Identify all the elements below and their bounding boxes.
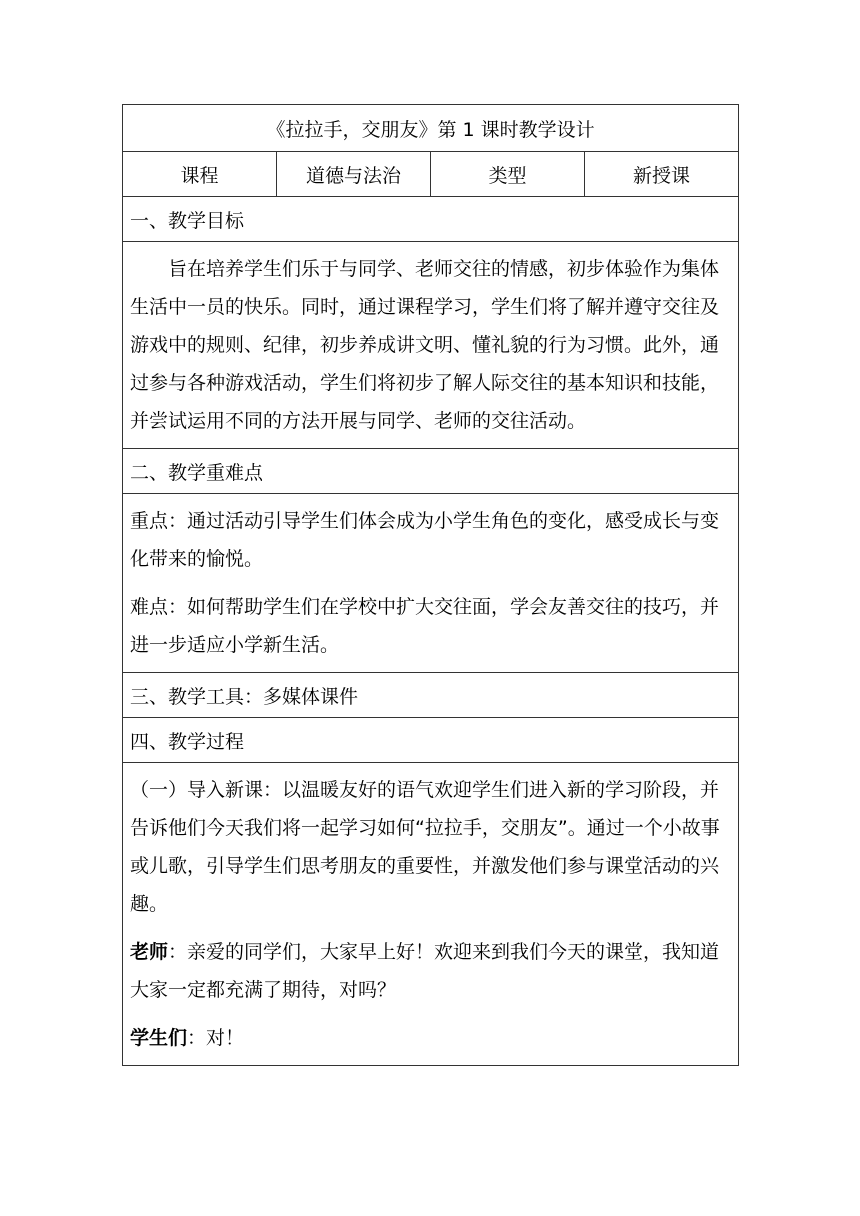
goals-body-row: [123, 242, 739, 449]
course-value: 道德与法治: [277, 152, 431, 197]
teacher-label: 老师: [130, 941, 169, 963]
goals-text: 旨在培养学生们乐于与同学、老师交往的情感，初步体验作为集体生活中一员的快乐。同时，通过课程学习，学生们将了解并遵守交往及游戏中的规则、纪律，初步养成讲文明、懂礼貌的行为习惯。此外，通过参与各种游戏活动，学生们将初步了解人际交往的基本知识和技能，并尝试运用不同的方法开展与同学、老师的交往活动。: [130, 258, 720, 432]
key-point-text: 重点：通过活动引导学生们体会成为小学生角色的变化，感受成长与变化带来的愉悦。: [130, 510, 720, 570]
teacher-text: ：亲爱的同学们，大家早上好！欢迎来到我们今天的课堂，我知道大家一定都充满了期待，对吗？: [130, 941, 720, 1001]
students-line: [130, 1019, 731, 1057]
key-points-body-row: [123, 494, 739, 673]
process-heading: 四、教学过程: [123, 718, 739, 763]
process-heading-row: [123, 718, 739, 763]
key-points-heading: 二、教学重难点: [123, 449, 739, 494]
title-row: [123, 105, 739, 152]
goals-heading-row: [123, 197, 739, 242]
course-label: 课程: [123, 152, 277, 197]
document-title: 《拉拉手，交朋友》第 1 课时教学设计: [123, 105, 739, 152]
type-value: 新授课: [585, 152, 739, 197]
intro-text: （一）导入新课：以温暖友好的语气欢迎学生们进入新的学习阶段，并告诉他们今天我们将一起学习如何“拉拉手，交朋友”。通过一个小故事或儿歌，引导学生们思考朋友的重要性，并激发他们参与课堂活动的兴趣。: [130, 779, 720, 915]
type-label: 类型: [431, 152, 585, 197]
students-label: 学生们: [130, 1027, 188, 1049]
key-points-heading-row: [123, 449, 739, 494]
tools-row: [123, 673, 739, 718]
process-body: [123, 763, 739, 1066]
students-text: ：对！: [187, 1027, 245, 1049]
teacher-line: [130, 933, 731, 1009]
goals-heading: 一、教学目标: [123, 197, 739, 242]
meta-row: [123, 152, 739, 197]
key-points-body: [123, 494, 739, 673]
tools-heading: 三、教学工具：多媒体课件: [123, 673, 739, 718]
goals-body: [123, 242, 739, 449]
difficult-point-text: 难点：如何帮助学生们在学校中扩大交往面，学会友善交往的技巧，并进一步适应小学新生活。: [130, 596, 720, 656]
process-body-row: [123, 763, 739, 1066]
lesson-plan-table: [122, 104, 739, 1066]
